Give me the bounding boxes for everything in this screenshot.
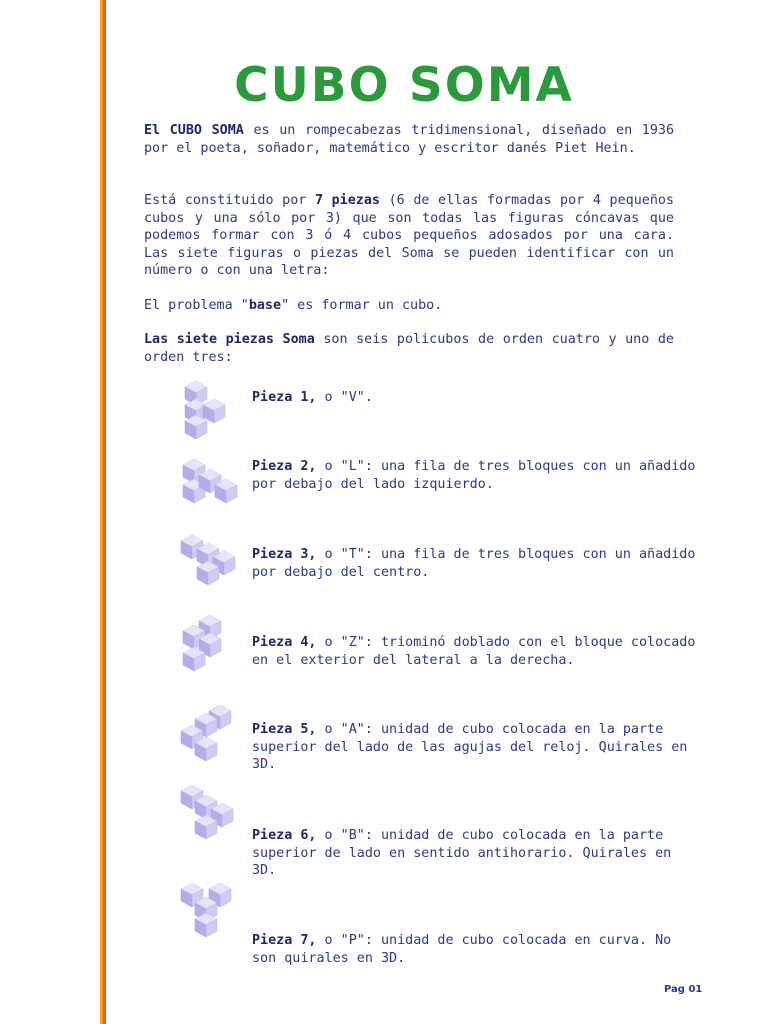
piece-1-text [252,389,702,407]
composition-paragraph [144,192,674,280]
composition-text-before: Está constituido por [144,193,315,208]
piece-3-description: o "T": una fila de tres bloques con un añadido por debajo del centro. [252,547,696,580]
page-title: CUBO SOMA [234,58,574,113]
piece-7-text [252,932,702,967]
piece-v-icon [176,378,238,440]
problem-text-after: " es formar un cubo. [281,298,443,313]
intro-text: es un rompecabezas tridimensional, diseñado en 1936 por el poeta, soñador, matemático y escritor danés Piet Hein. [144,123,675,156]
problem-text-before: El problema " [144,298,249,313]
piece-5-description: o "A": unidad de cubo colocada en la parte superior del lado de las agujas del reloj. Quirales en 3D. [252,722,688,773]
piece-5-text [252,721,702,774]
piece-b-icon [176,782,238,844]
piece-4-text [252,634,702,669]
problem-bold: base [248,298,282,313]
piece-4-name: Pieza 4, [252,635,317,650]
seven-pieces-paragraph [144,331,674,366]
seven-pieces-text: son seis policubos de orden cuatro y uno de orden tres: [144,332,674,365]
problem-paragraph [144,297,674,315]
piece-6-text [252,827,702,880]
composition-text-after: (6 de ellas formadas por 4 pequeños cubos y una sólo por 3) que son todas las figuras cóncavas que podemos formar con 3 ó 4 cubos pequeños adosados por una cara. Las siete figuras o piezas del Soma se pueden identificar con un número o con una letra: [144,193,674,279]
piece-3-text [252,546,702,581]
intro-paragraph [144,122,674,157]
seven-pieces-bold: Las siete piezas Soma [144,332,315,347]
piece-7-name: Pieza 7, [252,933,317,948]
piece-2-text [252,458,702,493]
piece-1-name: Pieza 1, [252,390,317,405]
piece-t-icon [176,530,238,592]
piece-4-description: o "Z": triominó doblado con el bloque colocado en el exterior del lateral a la derecha. [252,635,696,668]
margin-bar [100,0,106,1024]
piece-a-icon [176,702,238,764]
piece-6-name: Pieza 6, [252,828,317,843]
piece-3-name: Pieza 3, [252,547,317,562]
piece-p-icon [176,878,238,940]
piece-l-icon [176,452,238,514]
page-number: Pag 01 [664,984,703,995]
piece-5-name: Pieza 5, [252,722,317,737]
piece-1-description: o "V". [316,390,373,405]
piece-2-name: Pieza 2, [252,459,317,474]
piece-6-description: o "B": unidad de cubo colocada en la parte superior de lado en sentido antihorario. Quirales en 3D. [252,828,672,879]
piece-2-description: o "L": una fila de tres bloques con un añadido por debajo del lado izquierdo. [252,459,696,492]
piece-z-icon [176,612,238,674]
piece-7-description: o "P": unidad de cubo colocada en curva. No son quirales en 3D. [252,933,672,966]
composition-bold: 7 piezas [314,193,380,208]
intro-lead: El CUBO SOMA [144,123,244,138]
